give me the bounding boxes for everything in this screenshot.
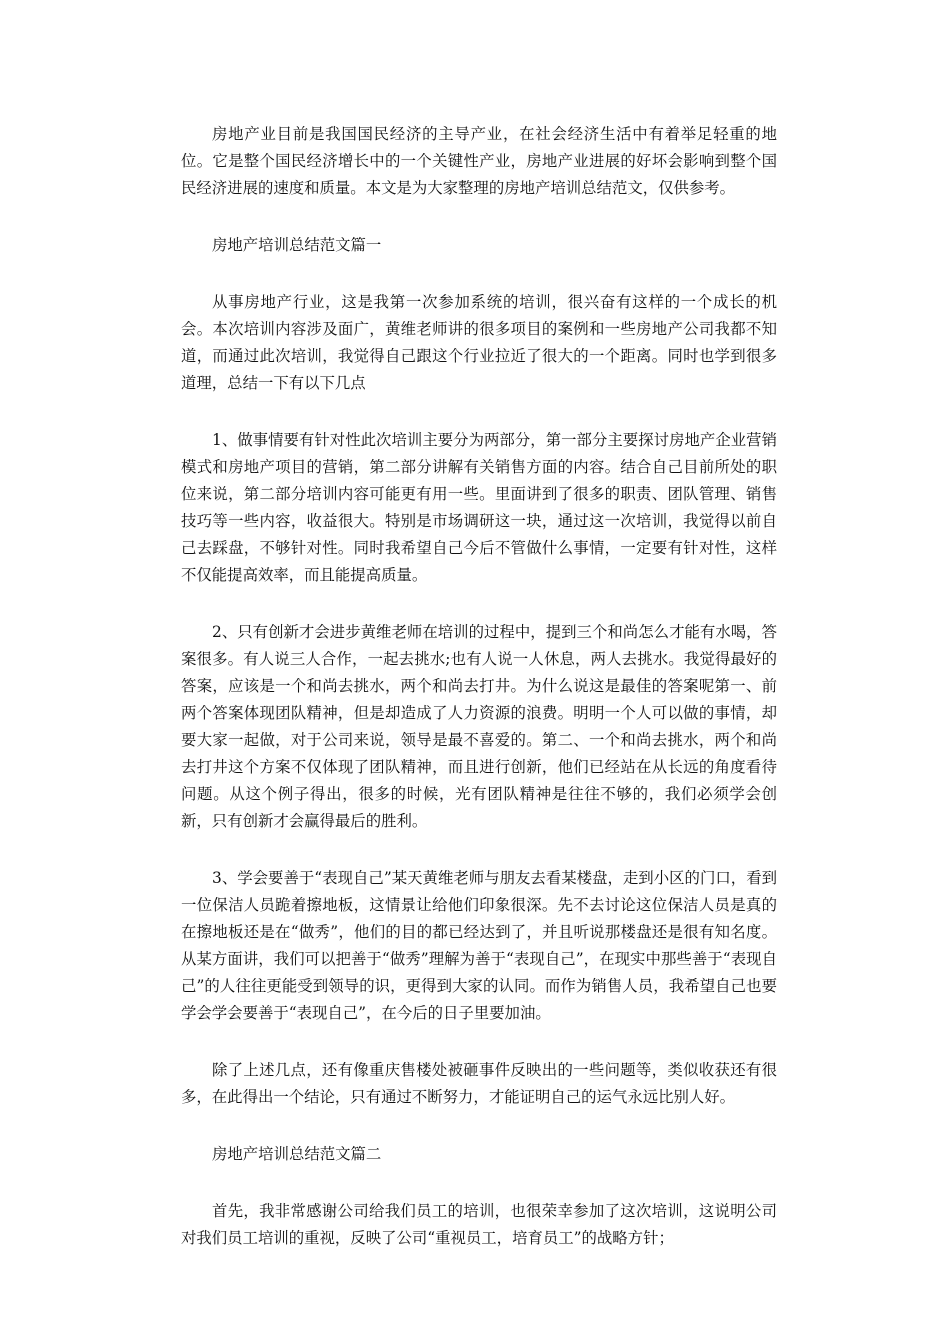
point-two-paragraph: 2、只有创新才会进步黄维老师在培训的过程中，提到三个和尚怎么才能有水喝，答案很多。有人说三人合作，一起去挑水;也有人说一人休息，两人去挑水。我觉得最好的答案，应该是一个和尚去挑水，两个和尚去打井。为什么说这是最佳的答案呢第一、前两个答案体现团队精神，但是却造成了人力资源的浪费。明明一个人可以做的事情，却要大家一起做，对于公司来说，领导是最不喜爱的。第二、一个和尚去挑水，两个和尚去打井这个方案不仅体现了团队精神，而且进行创新，他们已经站在从长远的角度看待问题。从这个例子得出，很多的时候，光有团队精神是往往不够的，我们必须学会创新，只有创新才会赢得最后的胜利。 — [181, 623, 777, 830]
conclusion-paragraph: 除了上述几点，还有像重庆售楼处被砸事件反映出的一些问题等，类似收获还有很多，在此得出一个结论，只有通过不断努力，才能证明自己的运气永远比别人好。 — [181, 1061, 777, 1106]
intro-paragraph: 房地产业目前是我国国民经济的主导产业，在社会经济生活中有着举足轻重的地位。它是整个国民经济增长中的一个关键性产业，房地产业进展的好坏会影响到整个国民经济进展的速度和质量。本文是为大家整理的房地产培训总结范文，仅供参考。 — [181, 125, 777, 197]
point-one-paragraph: 1、做事情要有针对性此次培训主要分为两部分，第一部分主要探讨房地产企业营销模式和房地产项目的营销，第二部分讲解有关销售方面的内容。结合自己目前所处的职位来说，第二部分培训内容可能更有用一些。里面讲到了很多的职责、团队管理、销售技巧等一些内容，收益很大。特别是市场调研这一块，通过这一次培训，我觉得以前自己去踩盘，不够针对性。同时我希望自己今后不管做什么事情，一定要有针对性，这样不仅能提高效率，而且能提高质量。 — [181, 431, 777, 584]
document-body — [181, 121, 777, 1252]
body-paragraph: 从事房地产行业，这是我第一次参加系统的培训，很兴奋有这样的一个成长的机会。本次培训内容涉及面广，黄维老师讲的很多项目的案例和一些房地产公司我都不知道，而通过此次培训，我觉得自己跟这个行业拉近了很大的一个距离。同时也学到很多道理，总结一下有以下几点 — [181, 293, 777, 392]
section-heading-one: 房地产培训总结范文篇一 — [212, 236, 382, 254]
point-three-paragraph: 3、学会要善于“表现自己”某天黄维老师与朋友去看某楼盘，走到小区的门口，看到一位保洁人员跪着擦地板，这情景让给他们印象很深。先不去讨论这位保洁人员是真的在擦地板还是在“做秀”，他们的目的都已经达到了，并且听说那楼盘还是很有知名度。从某方面讲，我们可以把善于“做秀”理解为善于“表现自己”，在现实中那些善于“表现自己”的人往往更能受到领导的识，更得到大家的认同。而作为销售人员，我希望自己也要学会学会要善于“表现自己”，在今后的日子里要加油。 — [181, 869, 777, 1022]
body-paragraph: 首先，我非常感谢公司给我们员工的培训，也很荣幸参加了这次培训，这说明公司对我们员工培训的重视，反映了公司“重视员工，培育员工”的战略方针； — [181, 1202, 777, 1247]
section-heading-two: 房地产培训总结范文篇二 — [212, 1145, 382, 1163]
